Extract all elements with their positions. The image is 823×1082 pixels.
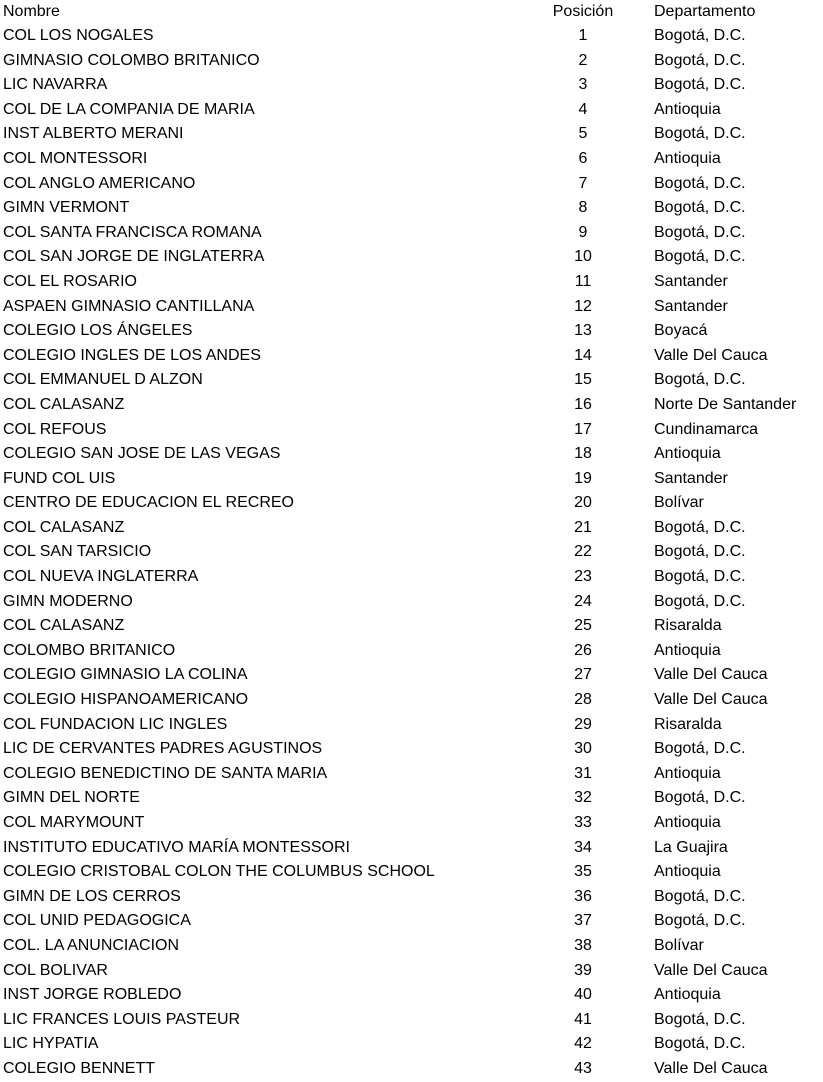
table-row xyxy=(3,836,823,861)
table-row xyxy=(3,811,823,836)
school-department: Valle Del Cauca xyxy=(654,346,768,364)
table-row xyxy=(3,393,823,418)
table-row xyxy=(3,934,823,959)
school-name: LIC HYPATIA xyxy=(3,1035,99,1053)
table-row xyxy=(3,319,823,344)
school-position: 28 xyxy=(574,691,592,709)
school-position: 33 xyxy=(574,814,592,831)
school-department: Bogotá, D.C. xyxy=(654,1035,746,1053)
school-position: 43 xyxy=(574,1059,592,1077)
school-position: 3 xyxy=(578,76,588,94)
school-name: GIMN VERMONT xyxy=(3,199,130,217)
school-name: COL EMMANUEL D ALZON xyxy=(3,371,203,389)
school-name: GIMNASIO COLOMBO BRITANICO xyxy=(3,51,260,69)
school-department: Antioquia xyxy=(654,814,721,831)
school-department: Bogotá, D.C. xyxy=(654,1010,746,1028)
school-position: 15 xyxy=(574,371,592,389)
school-name: COL SAN TARSICIO xyxy=(3,543,152,561)
school-department: Risaralda xyxy=(654,617,722,635)
school-name: COLEGIO GIMNASIO LA COLINA xyxy=(3,666,248,684)
school-position: 34 xyxy=(574,838,592,856)
table-row xyxy=(3,147,823,172)
school-department: Bogotá, D.C. xyxy=(654,371,746,389)
table-row xyxy=(3,442,823,467)
school-department: Antioquia xyxy=(654,445,721,463)
school-name: COL FUNDACION LIC INGLES xyxy=(3,715,228,733)
school-position: 37 xyxy=(574,912,592,930)
school-department: Bogotá, D.C. xyxy=(654,223,746,241)
table-row xyxy=(3,713,823,738)
school-position: 13 xyxy=(574,322,592,340)
school-department: Bolívar xyxy=(654,936,704,954)
table-row xyxy=(3,418,823,443)
school-department: Bogotá, D.C. xyxy=(654,543,746,561)
school-position: 27 xyxy=(574,666,592,684)
school-department: Bogotá, D.C. xyxy=(654,789,746,807)
school-name: COL BOLIVAR xyxy=(3,961,108,979)
school-name: COLEGIO BENNETT xyxy=(3,1059,156,1077)
school-position: 23 xyxy=(574,568,592,586)
school-name: COL REFOUS xyxy=(3,420,107,438)
school-position: 21 xyxy=(574,518,592,536)
school-position: 40 xyxy=(574,986,592,1004)
header-department: Departamento xyxy=(654,3,756,20)
school-position: 8 xyxy=(578,199,588,217)
school-department: Antioquia xyxy=(654,641,721,659)
school-position: 42 xyxy=(574,1035,592,1053)
table-row xyxy=(3,1008,823,1033)
table-row xyxy=(3,245,823,270)
school-department: Antioquia xyxy=(654,863,721,881)
school-name: COLEGIO LOS ÁNGELES xyxy=(3,322,193,340)
school-position: 18 xyxy=(574,445,592,463)
school-department: Santander xyxy=(654,272,728,290)
school-position: 9 xyxy=(578,223,588,241)
table-row xyxy=(3,737,823,762)
school-department: Boyacá xyxy=(654,322,708,340)
table-row xyxy=(3,368,823,393)
table-row xyxy=(3,221,823,246)
school-department: Valle Del Cauca xyxy=(654,666,768,684)
school-position: 5 xyxy=(578,125,588,143)
header-name: Nombre xyxy=(3,3,60,20)
school-department: Bogotá, D.C. xyxy=(654,27,746,44)
school-name: GIMN MODERNO xyxy=(3,592,133,610)
school-name: COLEGIO CRISTOBAL COLON THE COLUMBUS SCHOOL xyxy=(3,863,435,881)
school-name: LIC DE CERVANTES PADRES AGUSTINOS xyxy=(3,740,323,758)
school-department: Cundinamarca xyxy=(654,420,759,438)
school-position: 10 xyxy=(574,248,592,266)
table-row xyxy=(3,467,823,492)
table-row xyxy=(3,614,823,639)
school-name: COLEGIO SAN JOSE DE LAS VEGAS xyxy=(3,445,281,463)
school-name: COLEGIO INGLES DE LOS ANDES xyxy=(3,346,261,364)
school-position: 36 xyxy=(574,887,592,905)
school-name: LIC NAVARRA xyxy=(3,76,108,94)
school-position: 26 xyxy=(574,641,592,659)
table-row xyxy=(3,516,823,541)
table-row xyxy=(3,1057,823,1082)
school-name: ASPAEN GIMNASIO CANTILLANA xyxy=(3,297,255,315)
table-row xyxy=(3,639,823,664)
school-department: Bogotá, D.C. xyxy=(654,248,746,266)
school-department: Bogotá, D.C. xyxy=(654,76,746,94)
school-department: Valle Del Cauca xyxy=(654,1059,768,1077)
school-position: 30 xyxy=(574,740,592,758)
school-name: INST JORGE ROBLEDO xyxy=(3,986,182,1004)
school-department: Santander xyxy=(654,297,728,315)
school-name: INST ALBERTO MERANI xyxy=(3,125,184,143)
school-department: Valle Del Cauca xyxy=(654,961,768,979)
school-position: 22 xyxy=(574,543,592,561)
school-department: Bogotá, D.C. xyxy=(654,125,746,143)
school-name: COL CALASANZ xyxy=(3,395,125,413)
table-row xyxy=(3,786,823,811)
school-department: Bogotá, D.C. xyxy=(654,51,746,69)
school-position: 24 xyxy=(574,592,592,610)
school-department: Valle Del Cauca xyxy=(654,691,768,709)
school-department: Antioquia xyxy=(654,149,721,167)
school-position: 12 xyxy=(574,297,592,315)
school-position: 35 xyxy=(574,863,592,881)
school-position: 7 xyxy=(578,174,588,192)
table-row xyxy=(3,663,823,688)
school-name: COL SANTA FRANCISCA ROMANA xyxy=(3,223,262,241)
table-row xyxy=(3,1032,823,1057)
school-name: CENTRO DE EDUCACION EL RECREO xyxy=(3,494,294,512)
school-department: Bogotá, D.C. xyxy=(654,887,746,905)
table-row xyxy=(3,172,823,197)
school-name: COL CALASANZ xyxy=(3,518,125,536)
school-department: Risaralda xyxy=(654,715,722,733)
school-department: Antioquia xyxy=(654,100,721,118)
school-department: Norte De Santander xyxy=(654,395,797,413)
table-row xyxy=(3,983,823,1008)
table-row xyxy=(3,688,823,713)
school-name: INSTITUTO EDUCATIVO MARÍA MONTESSORI xyxy=(3,838,350,856)
school-name: COL DE LA COMPANIA DE MARIA xyxy=(3,100,255,118)
school-name: COL EL ROSARIO xyxy=(3,272,137,290)
header-position: Posición xyxy=(552,3,614,20)
school-name: COL MONTESSORI xyxy=(3,149,148,167)
table-row xyxy=(3,24,823,49)
school-position: 25 xyxy=(574,617,592,635)
table-row xyxy=(3,860,823,885)
school-department: La Guajira xyxy=(654,838,728,856)
table-row xyxy=(3,762,823,787)
school-department: Santander xyxy=(654,469,728,487)
table-row xyxy=(3,49,823,74)
school-department: Bogotá, D.C. xyxy=(654,740,746,758)
school-position: 1 xyxy=(578,27,588,44)
table-row xyxy=(3,491,823,516)
school-position: 19 xyxy=(574,469,592,487)
table-row xyxy=(3,959,823,984)
school-position: 14 xyxy=(574,346,592,364)
school-position: 32 xyxy=(574,789,592,807)
school-department: Bogotá, D.C. xyxy=(654,174,746,192)
school-name: COL UNID PEDAGOGICA xyxy=(3,912,191,930)
school-position: 31 xyxy=(574,764,592,782)
school-position: 39 xyxy=(574,961,592,979)
school-position: 20 xyxy=(574,494,592,512)
table-body xyxy=(3,24,823,1082)
school-position: 11 xyxy=(574,272,592,290)
school-name: COL LOS NOGALES xyxy=(3,27,154,44)
table-header-row xyxy=(3,0,823,24)
school-position: 29 xyxy=(574,715,592,733)
school-position: 6 xyxy=(578,149,588,167)
table-row xyxy=(3,344,823,369)
school-name: COL ANGLO AMERICANO xyxy=(3,174,196,192)
table-row xyxy=(3,590,823,615)
school-department: Bogotá, D.C. xyxy=(654,518,746,536)
school-name: FUND COL UIS xyxy=(3,469,116,487)
school-name: COLEGIO HISPANOAMERICANO xyxy=(3,691,249,709)
school-department: Antioquia xyxy=(654,764,721,782)
table-row xyxy=(3,565,823,590)
school-name: COL MARYMOUNT xyxy=(3,814,145,831)
school-name: COL. LA ANUNCIACION xyxy=(3,936,180,954)
table-row xyxy=(3,885,823,910)
school-department: Antioquia xyxy=(654,986,721,1004)
school-position: 16 xyxy=(574,395,592,413)
school-position: 17 xyxy=(574,420,592,438)
table-row xyxy=(3,909,823,934)
table-row xyxy=(3,540,823,565)
table-row xyxy=(3,98,823,123)
school-name: GIMN DE LOS CERROS xyxy=(3,887,181,905)
school-name: LIC FRANCES LOUIS PASTEUR xyxy=(3,1010,241,1028)
school-name: COLEGIO BENEDICTINO DE SANTA MARIA xyxy=(3,764,328,782)
school-position: 2 xyxy=(578,51,588,69)
school-department: Bogotá, D.C. xyxy=(654,568,746,586)
school-name: COLOMBO BRITANICO xyxy=(3,641,176,659)
school-name: COL NUEVA INGLATERRA xyxy=(3,568,199,586)
ranking-table xyxy=(3,0,823,1082)
school-position: 38 xyxy=(574,936,592,954)
table-row xyxy=(3,295,823,320)
school-department: Bogotá, D.C. xyxy=(654,592,746,610)
school-position: 41 xyxy=(574,1010,592,1028)
school-position: 4 xyxy=(578,100,588,118)
school-name: COL SAN JORGE DE INGLATERRA xyxy=(3,248,265,266)
school-name: COL CALASANZ xyxy=(3,617,125,635)
table-row xyxy=(3,196,823,221)
table-row xyxy=(3,122,823,147)
school-department: Bogotá, D.C. xyxy=(654,912,746,930)
school-department: Bogotá, D.C. xyxy=(654,199,746,217)
table-row xyxy=(3,270,823,295)
table-row xyxy=(3,73,823,98)
school-department: Bolívar xyxy=(654,494,704,512)
school-name: GIMN DEL NORTE xyxy=(3,789,140,807)
